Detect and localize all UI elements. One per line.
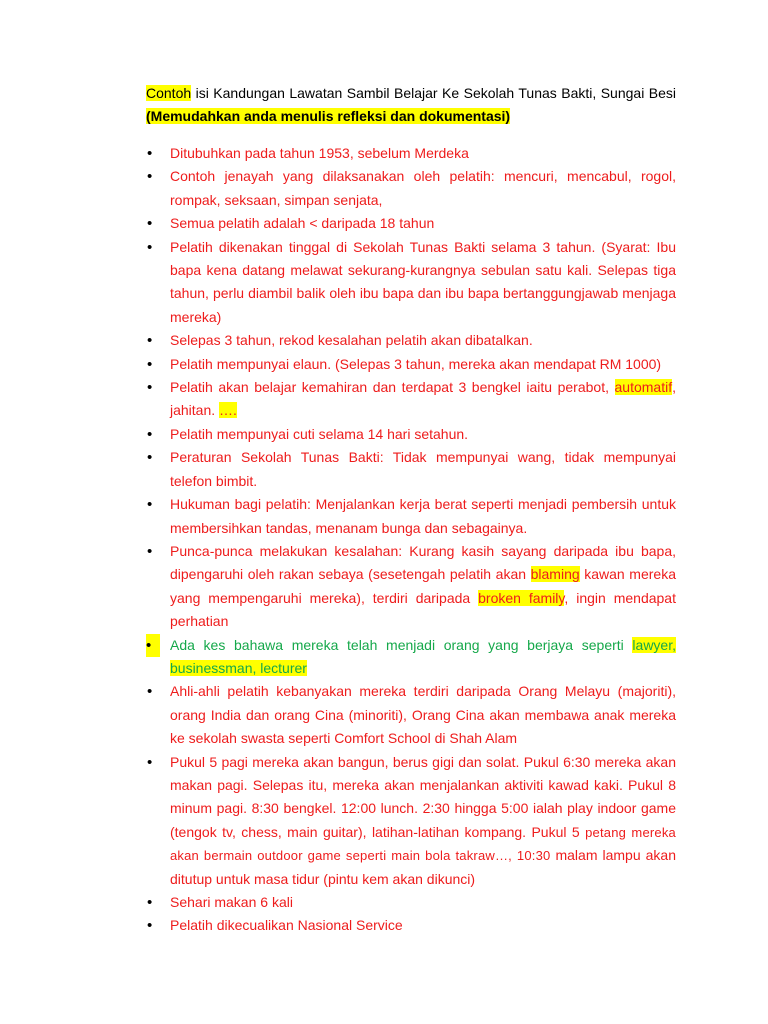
- list-item-text: Selepas 3 tahun, rekod kesalahan pelatih akan dibatalkan.: [170, 332, 533, 349]
- bullet-icon: •: [147, 542, 153, 560]
- title-note: (Memudahkan anda menulis refleksi dan dokumentasi): [146, 108, 511, 124]
- list-item: [146, 353, 676, 376]
- bullet-icon: •: [147, 683, 153, 701]
- list-item-text: Ditubuhkan pada tahun 1953, sebelum Merdeka: [170, 145, 469, 161]
- content-list: [146, 142, 676, 938]
- list-item: [146, 891, 676, 914]
- bullet-icon: •: [147, 215, 153, 233]
- list-item: [146, 329, 676, 352]
- list-item: [146, 446, 676, 493]
- bullet-icon: •: [147, 168, 153, 186]
- title-text: isi Kandungan Lawatan Sambil Belajar Ke Sekolah Tunas Bakti, Sungai Besi: [191, 85, 676, 101]
- list-item-text: , jahitan.: [170, 379, 676, 419]
- bullet-icon: •: [147, 894, 153, 911]
- list-item-text: Punca-punca melakukan kesalahan: Kurang kasih sayang daripada ibu bapa, dipengaruhi oleh rakan sebaya (sesetengah pelatih akan: [170, 542, 676, 583]
- list-item: [146, 493, 676, 540]
- bullet-icon: •: [147, 425, 153, 443]
- highlight-automatif: automatif: [614, 379, 673, 396]
- list-item-text: Semua pelatih adalah < daripada 18 tahun: [170, 215, 435, 232]
- bullet-icon: •: [147, 753, 153, 771]
- list-item-text: Pelatih akan belajar kemahiran dan terdapat 3 bengkel iaitu perabot,: [170, 379, 615, 396]
- bullet-icon: •: [147, 145, 153, 162]
- bullet-icon: •: [147, 917, 153, 935]
- list-item: [146, 540, 676, 634]
- bullet-icon: •: [147, 238, 153, 256]
- highlight-ellipsis: ….: [219, 402, 237, 419]
- list-item: [146, 914, 676, 937]
- list-item-text: Contoh jenayah yang dilaksanakan oleh pelatih: mencuri, mencabul, rogol, rompak, seksaan, simpan senjata,: [170, 168, 676, 208]
- list-item: [146, 376, 676, 423]
- bullet-icon: •: [147, 449, 153, 467]
- bullet-icon: •: [146, 634, 160, 657]
- list-item: [146, 634, 676, 681]
- list-item-text: kawan mereka yang mempengaruhi mereka), terdiri daripada: [170, 566, 676, 606]
- bullet-icon: •: [147, 379, 153, 397]
- list-item: [146, 165, 676, 212]
- list-item-text: Pelatih mempunyai cuti selama 14 hari setahun.: [170, 425, 469, 442]
- list-item-text: Sehari makan 6 kali: [170, 894, 293, 910]
- list-item: [146, 680, 676, 750]
- list-item-text: Pelatih dikenakan tinggal di Sekolah Tunas Bakti selama 3 tahun. (Syarat: Ibu bapa kena datang melawat sekurang-kurangnya sebulan satu kali. Selepas tiga tahun, perlu diambil balik oleh ibu bapa dan ibu bapa bertanggungjawab menjaga mereka): [170, 238, 676, 325]
- highlight-blaming: blaming: [530, 566, 580, 583]
- list-item: [146, 212, 676, 235]
- list-item: [146, 751, 676, 891]
- list-item-text: Ada kes bahawa mereka telah menjadi orang yang berjaya seperti: [170, 636, 633, 653]
- highlight-broken-family: broken family: [478, 589, 565, 606]
- list-item-text: Peraturan Sekolah Tunas Bakti: Tidak mempunyai wang, tidak mempunyai telefon bimbit.: [170, 449, 676, 489]
- document-title: [146, 82, 676, 128]
- highlight-professions: lawyer, businessman, lecturer: [170, 636, 676, 676]
- list-item-text: Pelatih dikecualikan Nasional Service: [170, 917, 403, 934]
- list-item-text: Hukuman bagi pelatih: Menjalankan kerja berat seperti menjadi pembersih untuk membersihkan tandas, menanam bunga dan sebagainya.: [170, 496, 676, 536]
- list-item: [146, 423, 676, 446]
- list-item: [146, 236, 676, 330]
- bullet-icon: •: [147, 332, 153, 350]
- list-item-text: , ingin mendapat perhatian: [170, 589, 676, 630]
- list-item-text: Pelatih mempunyai elaun. (Selepas 3 tahun, mereka akan mendapat RM 1000): [170, 355, 662, 372]
- list-item-text: Pukul 5 pagi mereka akan bangun, berus gigi dan solat. Pukul 6:30 mereka akan makan pagi. Selepas itu, mereka akan menjalankan aktiviti kawad kaki. Pukul 8 minum pagi. 8:30 bengkel. 12:00 lunch. 2:30 hingga 5:00 ialah play indoor game (tengok tv, chess, main guitar), latihan-latihan kompang. Pukul 5: [170, 753, 676, 840]
- bullet-icon: •: [147, 355, 153, 373]
- bullet-icon: •: [147, 496, 153, 514]
- list-item-text-small: petang mereka akan bermain outdoor game seperti main bola takraw…, 10:30: [170, 824, 676, 864]
- list-item-text: malam lampu akan ditutup untuk masa tidur (pintu kem akan dikunci): [170, 847, 677, 887]
- list-item: [146, 142, 676, 165]
- list-item-text: Ahli-ahli pelatih kebanyakan mereka terdiri daripada Orang Melayu (majoriti), orang India dan orang Cina (minoriti), Orang Cina akan membawa anak mereka ke sekolah swasta seperti Comfort School di Shah Alam: [170, 683, 676, 747]
- title-highlight-contoh: Contoh: [146, 85, 192, 101]
